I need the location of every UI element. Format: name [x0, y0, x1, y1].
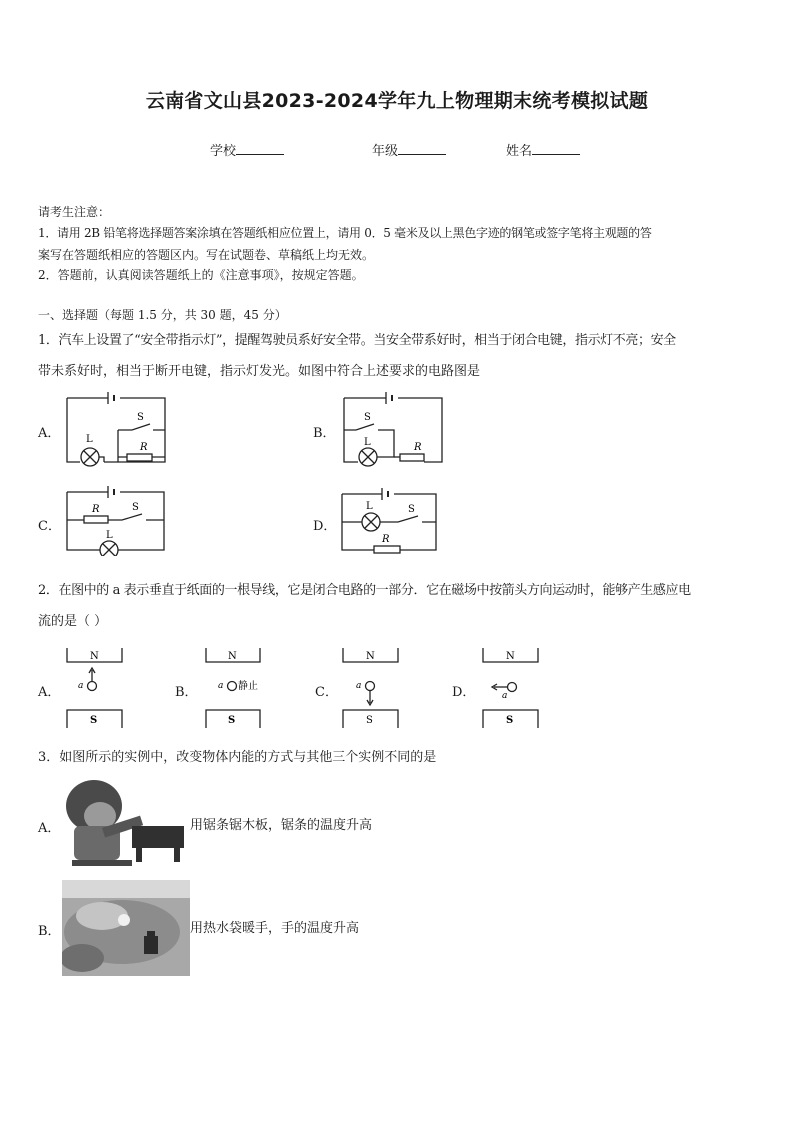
name-field: [506, 140, 580, 159]
q2-diagram-d: [480, 646, 544, 730]
q3-photo-sawing: [62, 776, 188, 868]
q1-circuit-label-s: S: [137, 412, 144, 423]
q2-d-wire: a: [502, 691, 508, 701]
q1-circuit-label-l: L: [366, 501, 373, 512]
q1-circuit-label-l: L: [106, 530, 113, 541]
q3-option-a-text: 用锯条锯木板，锯条的温度升高: [190, 818, 373, 833]
q1-circuit-c: [62, 484, 172, 556]
q1-circuit-label-s: S: [132, 502, 139, 513]
q3-option-b-text: 用热水袋暖手，手的温度升高: [190, 921, 360, 936]
q1-line-1: 1．汽车上设置了“安全带指示灯”，提醒驾驶员系好安全带。当安全带系好时，相当于闭合电键，指示灯不亮；安全: [38, 333, 676, 348]
grade-blank: [398, 142, 446, 155]
grade-field: [372, 140, 446, 159]
q1-circuit-label-l: L: [364, 437, 371, 448]
q2-c-wire: a: [356, 681, 362, 691]
q2-line-1: 2．在图中的 a 表示垂直于纸面的一根导线，它是闭合电路的一部分．它在磁场中按箭头方向运动时，能够产生感应电: [38, 583, 691, 598]
school-blank: [236, 142, 284, 155]
q1-circuit-b: [338, 390, 448, 470]
q2-option-c-letter: C．: [315, 685, 338, 700]
q2-a-south: S: [90, 715, 98, 726]
school-field: [210, 140, 284, 159]
name-blank: [532, 142, 580, 155]
q1-circuit-d: [338, 484, 440, 556]
q1-option-c-letter: C．: [38, 519, 61, 534]
q2-diagram-c: [340, 646, 404, 730]
q1-circuit-label-r: R: [92, 504, 100, 515]
q2-line-2: 流的是（ ）: [38, 614, 108, 629]
q1-circuit-label-r: R: [382, 534, 390, 545]
q2-b-south: S: [228, 715, 236, 726]
q1-line-2: 带未系好时，相当于断开电键，指示灯发光。如图中符合上述要求的电路图是: [38, 364, 481, 379]
q3-option-b-letter: B．: [38, 924, 61, 939]
notice-item-2: 2．答题前，认真阅读答题纸上的《注意事项》，按规定答题。: [38, 268, 364, 282]
q3-option-a-letter: A．: [38, 821, 61, 836]
q2-option-a-letter: A．: [38, 685, 61, 700]
page-title: 云南省文山县2023-2024学年九上物理期末统考模拟试题: [145, 90, 649, 112]
q2-c-south: S: [366, 715, 373, 726]
q1-option-b-letter: B．: [313, 426, 336, 441]
notice-item-1a: 1．请用 2B 铅笔将选择题答案涂填在答题纸相应位置上，请用 0．5 毫米及以上黑色字迹的钢笔或签字笔将主观题的答: [38, 226, 652, 240]
q2-option-b-letter: B．: [175, 685, 198, 700]
name-label: 姓名: [506, 144, 533, 159]
q2-b-wire: a: [218, 681, 224, 691]
q1-option-d-letter: D．: [313, 519, 337, 534]
notice-heading: 请考生注意：: [38, 205, 111, 219]
q2-diagram-a: [64, 646, 126, 730]
q1-option-a-letter: A．: [38, 426, 61, 441]
section-heading: 一、选择题（每题 1.5 分，共 30 题，45 分）: [38, 308, 287, 322]
school-label: 学校: [210, 144, 237, 159]
q2-c-north: N: [366, 651, 375, 662]
q1-circuit-label-s: S: [364, 412, 371, 423]
q1-circuit-label-r: R: [414, 442, 422, 453]
q3-photo-hot-water-bag: [62, 880, 190, 976]
q1-circuit-a: [62, 390, 172, 470]
q2-d-north: N: [506, 651, 515, 662]
q1-circuit-label-l: L: [86, 434, 93, 445]
q2-b-north: N: [228, 651, 237, 662]
q2-a-north: N: [90, 651, 99, 662]
q2-a-wire: a: [78, 681, 84, 691]
q3-line-1: 3．如图所示的实例中，改变物体内能的方式与其他三个实例不同的是: [38, 750, 437, 765]
notice-item-1b: 案写在答题纸相应的答题区内。写在试题卷、草稿纸上均无效。: [38, 248, 375, 262]
q2-diagram-b: [202, 646, 266, 730]
q1-circuit-label-s: S: [408, 504, 415, 515]
q2-b-still: 静止: [238, 681, 258, 692]
q1-circuit-label-r: R: [140, 442, 148, 453]
grade-label: 年级: [372, 144, 399, 159]
q2-d-south: S: [506, 715, 514, 726]
q2-option-d-letter: D．: [452, 685, 476, 700]
